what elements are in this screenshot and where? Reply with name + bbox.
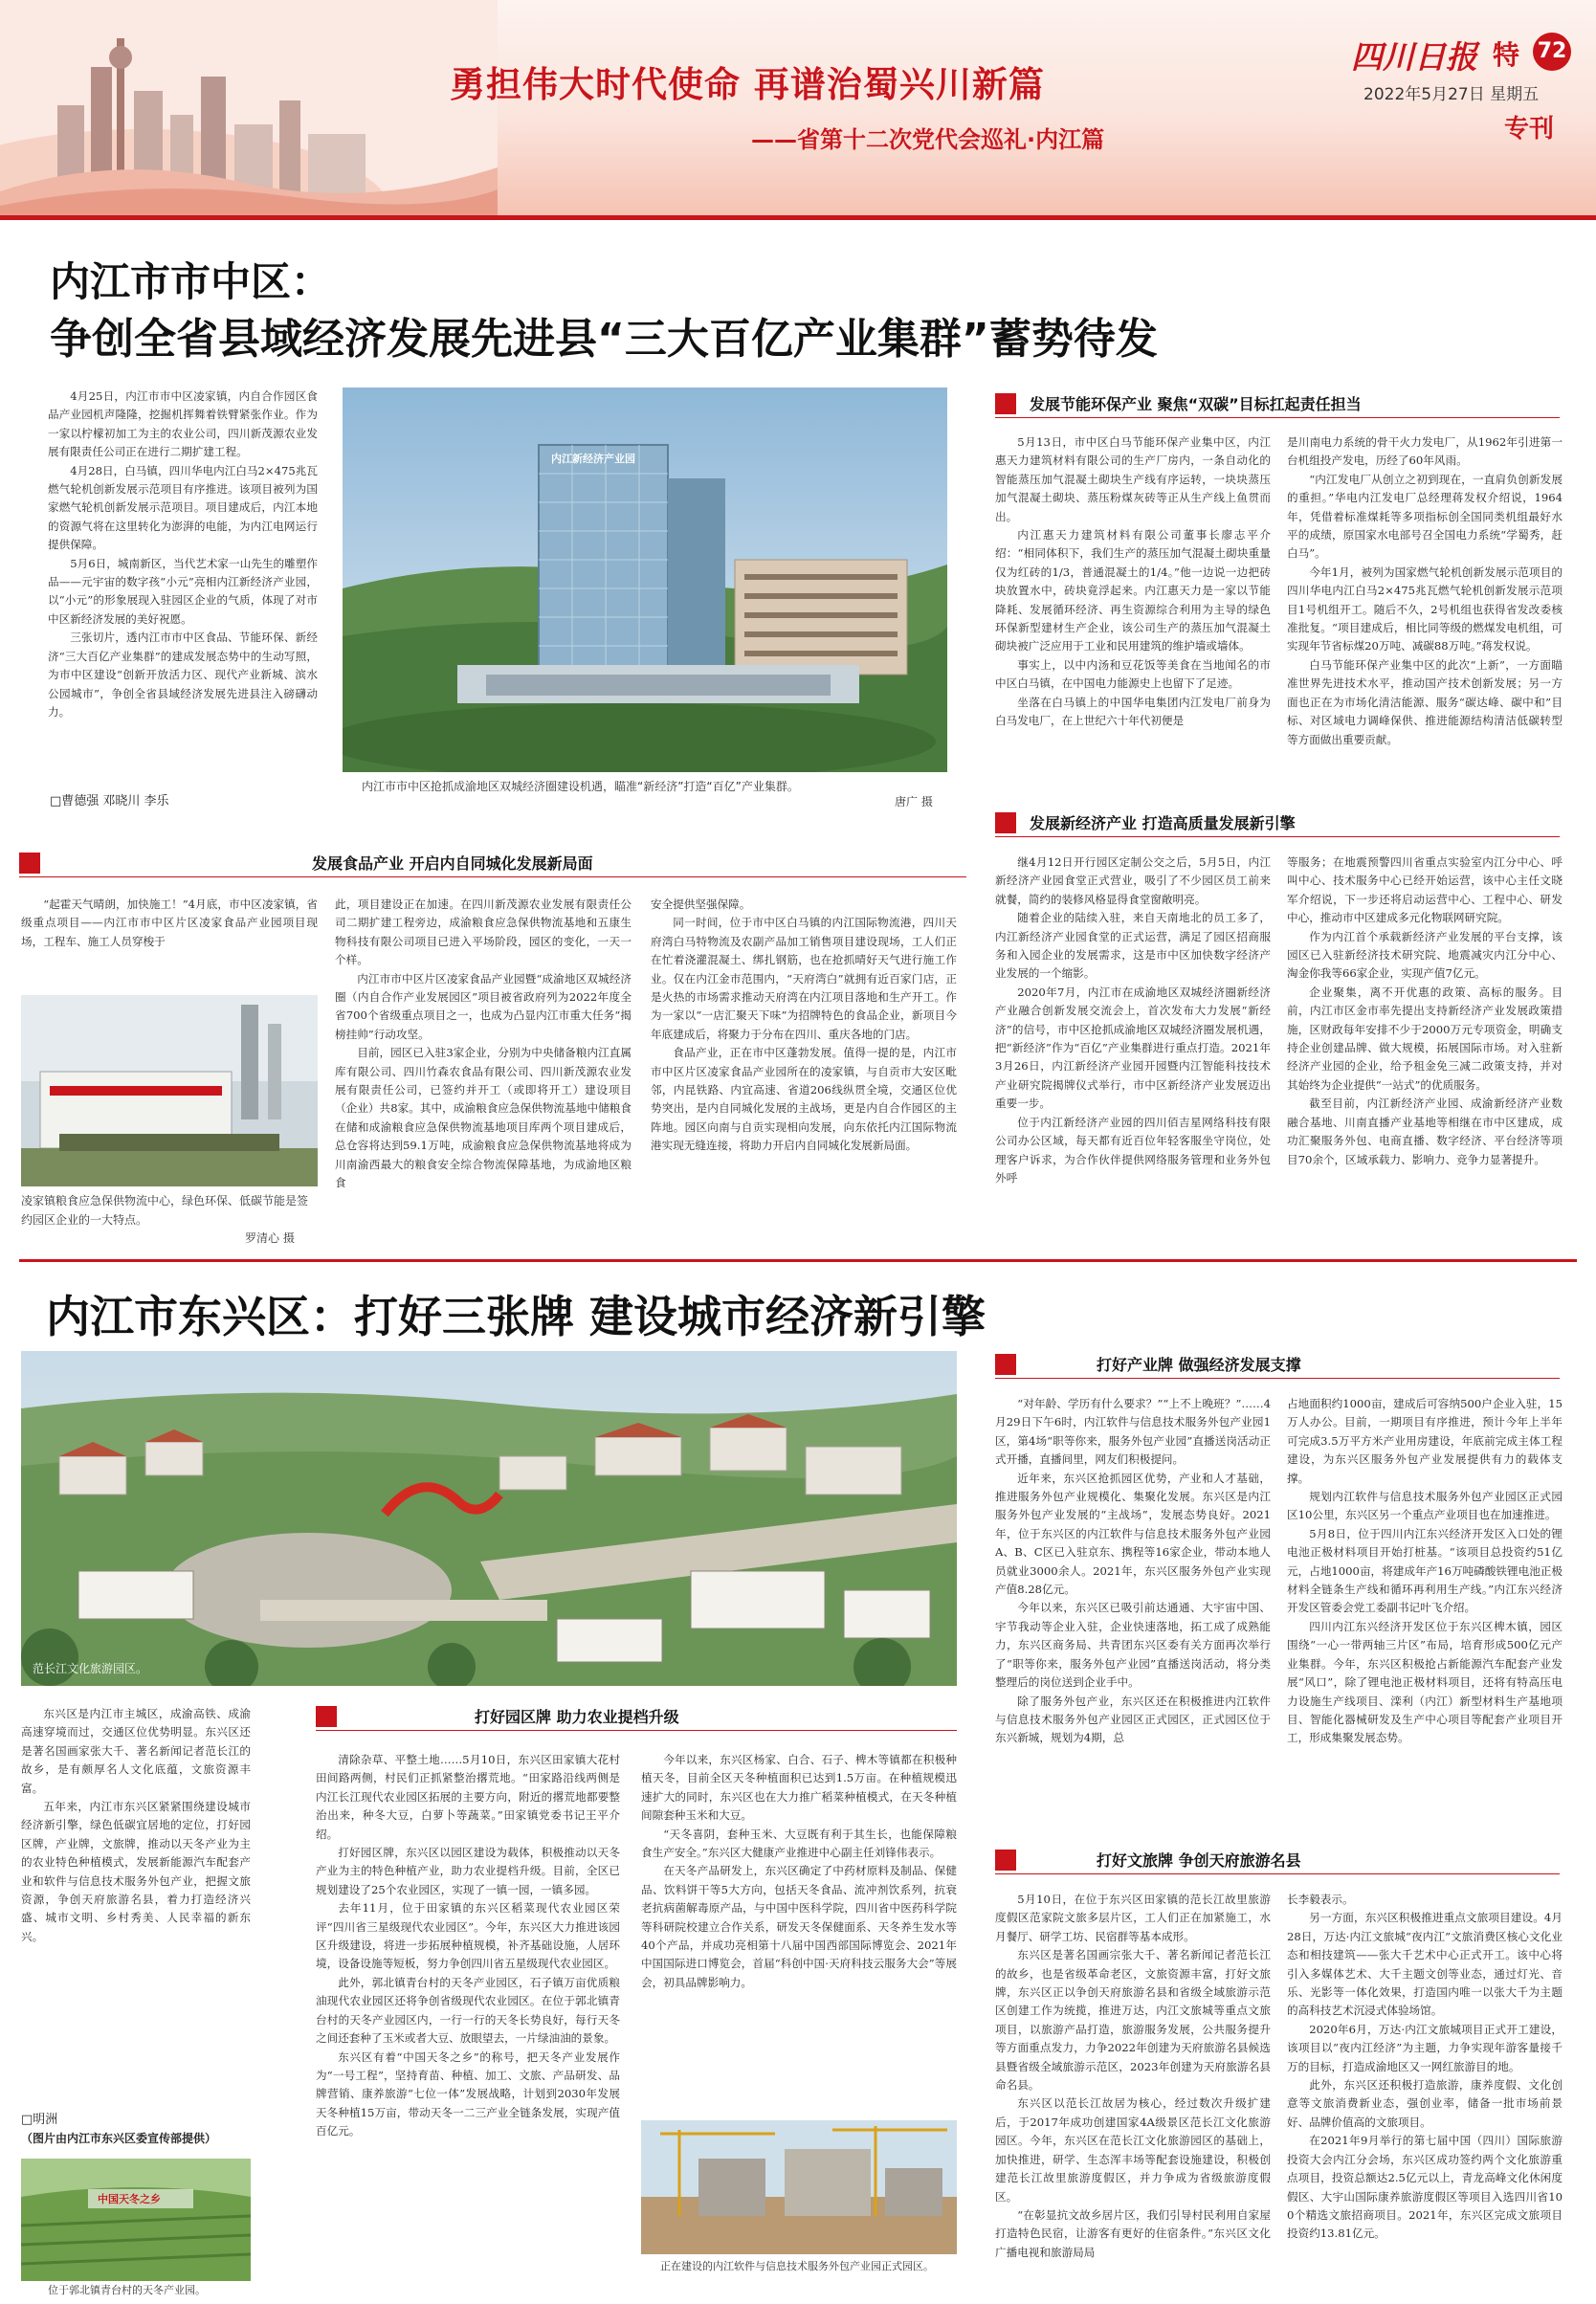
section-heading-industry xyxy=(995,1353,1560,1379)
section-heading-culture xyxy=(995,1849,1560,1874)
paragraph: 目前，园区已入驻3家企业，分别为中央储备粮内江直属库有限公司、四川竹森农食品有限公司、四川新茂源农业发展有限责任公司，已签约并开工（或即将开工）建设项目（企业）共8家。其中，成渝粮食应急保供物流基地中储粮食在储和成渝粮食应急保供物流基地项目库两个项目建成后，总仓容将达到59.1万吨，成渝粮食应急保供物流基地将成为川南渝西最大的粮食安全综合物流保障基地，为成渝地区粮食 xyxy=(335,1046,632,1190)
paragraph: 今年以来，东兴区已吸引前达通通、大宇宙中国、宇节我动等企业入驻，企业快速落地，拓工成了成熟能力，东兴区商务局、共青团东兴区委有关方面再次举行了“职等你来，服务外包产业园”直播送岗活动，将分类整理后的岗位送到企业手中。 xyxy=(995,1601,1271,1690)
photo-sign-text: 中国天冬之乡 xyxy=(98,2193,161,2205)
section-heading-new-economy xyxy=(995,811,1560,837)
lead-paragraph: 三张切片，透内江市市中区食品、节能环保、新经济“三大百亿产业集群”的建成发展态势中的生动写照，为市中区建设“创新开放活力区、现代产业新城、滨水公园城市”，争创全省县域经济发展先进县注入磅礴动力。 xyxy=(48,631,318,719)
paragraph: 清除杂草、平整土地……5月10日，东兴区田家镇大花村田间路两侧，村民们正抓紧整治撂荒地。“田家路沿线两侧是内江长江现代农业园区拓展的主要方向，附近的撂荒地都要整治出来，种冬大豆，白萝卜等蔬菜。”田家镇党委书记王平介绍。 xyxy=(316,1753,620,1841)
article1-headline-line2: 争创全省县域经济发展先进县“三大百亿产业集群”蓄势待发 xyxy=(50,315,1158,364)
section-title: 发展节能环保产业 聚焦“双碳”目标扛起责任担当 xyxy=(1030,395,1362,413)
paragraph: 安全提供坚强保障。 xyxy=(651,897,751,911)
paragraph: 东兴区有着“中国天冬之乡”的称号，把天冬产业发展作为“一号工程”，坚持育苗、种植、加工、文旅、产品研发、品牌营销、康养旅游“七位一体”发展战略，计划到2030年发展天冬种植15万亩，带动天冬一二三产业全链条发展，实现产值百亿元。 xyxy=(316,2049,620,2138)
paragraph: “在彰显抗文故乡居片区，我们引导村民利用自家屋打造特色民宿，让游客有更好的住宿条件。”东兴区文化广播电视和旅游局局 xyxy=(995,2207,1271,2259)
paragraph: 在天冬产品研发上，东兴区确定了中药材原料及制品、保健品、饮料饼干等5大方向，包括天冬食品、流冲剂饮系列，抗衰老抗病菌解毒原产品，与中国中医科学院，四川省中医药科学院等科研院校建立合作关系，研发天冬保健面系、天冬养生发水等40个产品，并成功亮相第十八届中国西部国际博览会、2021年中国国际进口博览会，首届“科创中国·天府科技云服务大会”等展会，初具品牌影响力。 xyxy=(641,1864,957,1989)
paragraph: 作为内江首个承载新经济产业发展的平台支撑，该园区已入驻新经济技术研究院、地震减灾内江分中心、淘金你我等66家企业，实现产值7亿元。 xyxy=(1287,929,1563,981)
city-skyline-illustration xyxy=(0,0,498,215)
paragraph: 位于内江新经济产业园的四川佰吉星网络科技有限公司办公区域，每天都有近百位年轻客服坐守岗位，处理客户诉求，为合作伙伴提供网络服务管理和业务外包外呼 xyxy=(995,1115,1271,1185)
section-heading-eco xyxy=(995,392,1560,418)
paragraph: 继4月12日开行园区定制公交之后，5月5日，内江新经济产业园食堂正式营业，吸引了不少园区员工前来就餐，简约的装修风格显得食堂窗敞明亮。 xyxy=(995,855,1271,906)
paragraph: 占地面积约1000亩，建成后可容纳500户企业入驻，15万人办公。目前，一期项目有序推进，预计今年上半年可完成3.5万平方米产业用房建设，年底前完成主体工程建设，为东兴区服务外包产业发展提供有力的载体支撑。 xyxy=(1287,1397,1563,1485)
paragraph: 随着企业的陆续入驻，来自天南地北的员工多了，内江新经济产业园食堂的正式运营，满足了园区招商服务和入园企业的发展需求，这是市中区加快数字经济产业发展的一个缩影。 xyxy=(995,911,1271,981)
tiandong-park-photo xyxy=(21,2159,251,2281)
paragraph: 白马节能环保产业集中区的此次“上新”，一方面瞄准世界先进技术水平，推动国产技术创新发展；另一方面也正在为市场化清洁能源、服务“碳达峰、碳中和”目标、对区域电力调峰保供、推进能源结构清洁低碳转型等方面做出重要贡献。 xyxy=(1287,657,1563,746)
section-title: 发展食品产业 开启内自同城化发展新局面 xyxy=(312,854,593,873)
culture-col2 xyxy=(1287,1891,1563,2293)
construction-site-photo xyxy=(641,2120,957,2254)
paragraph: 东兴区是著名国画宗张大千、著名新闻记者范长江的故乡，也是省级革命老区，文旅资源丰富，打好文旅牌，东兴区正以争创天府旅游名县和省级全域旅游示范区创建工作为统揽，推进万达，内江文旅城等重点文旅项目，以旅游产品打造，旅游服务发展，公共服务提升等方面重点发力，力争2022年创建为天府旅游名县候选县暨省级全域旅游示范区，2023年创建为天府旅游名县命名县。 xyxy=(995,1948,1271,2093)
paragraph: 截至目前，内江新经济产业园、成渝新经济产业数融合基地、川南直播产业基地等相继在市中区建成，成功汇聚服务外包、电商直播、数字经济、平台经济等项目70余个，区域承载力、影响力、竞争力显著提升。 xyxy=(1287,1097,1563,1166)
paragraph: 企业聚集，离不开优惠的政策、高标的服务。目前，内江市区金市率先提出支持新经济产业发展政策措施，区财政每年安排不少于2000万元专项资金，明确支持企业创建品牌、做大规模，拓展国际市场。对入驻新经济产业园的企业，给予租金免三减二政策支持，并对其始终为企业提供“一站式”的优质服务。 xyxy=(1287,985,1563,1092)
paragraph: “天冬喜阴，套种玉米、大豆既有利于其生长，也能保障粮食生产安全。”东兴区大健康产业推进中心副主任刘锋伟表示。 xyxy=(641,1827,957,1860)
paragraph: 2020年6月，万达·内江文旅城项目正式开工建设，该项目以“夜内江经济”为主题，力争实现年游客量接千万的目标，打造成渝地区又一网红旅游目的地。 xyxy=(1287,2022,1563,2073)
food-park-photo xyxy=(21,995,318,1186)
tiandong-photo-caption: 位于郭北镇青台村的天冬产业园。 xyxy=(48,2284,206,2296)
paragraph: 事实上，以中内汤和豆花饭等美食在当地闻名的市中区白马镇，在中国电力能源史上也留下了足迹。 xyxy=(995,657,1271,691)
photo-source-note: （图片由内江市东兴区委宣传部提供） xyxy=(21,2132,217,2145)
edition-label: 专刊 xyxy=(1504,115,1555,144)
lead-paragraph: 4月28日，白马镇，四川华电内江白马2×475兆瓦燃气轮机创新发展示范项目有序推进。该项目被列为国家燃气轮机创新发展示范项目。项目建成后，内江本地的资源气将在这里转化为澎湃的电能，为内江电网运行提供保障。 xyxy=(48,463,318,552)
section-title: 打好产业牌 做强经济发展支撑 xyxy=(1097,1356,1301,1374)
lead-paragraph: 5月6日，城南新区，当代艺术家一山先生的雕塑作品——元宇宙的数字孩“小元”亮相内江新经济产业园，以“小元”的形象展现入驻园区企业的气质，体现了对市中区新经济发展的美好祝愿。 xyxy=(48,556,318,626)
software-park-photo xyxy=(641,2120,957,2254)
paragraph: 食品产业，正在市中区蓬勃发展。值得一提的是，内江市市中区片区凌家食品产业园所在的凌家镇，与自贡市大安区毗邻，内昆铁路、内宜高速、省道206线纵贯全境，交通区位优势突出，是内自同城化发展的主战场，更是内自合作园区的主阵地。园区向南与自贡实现相向发展，向东依托内江国际物流港实现无缝连接，将助力开启内自同城化发展新局面。 xyxy=(651,1046,957,1153)
paragraph: 等服务；在地震预警四川省重点实验室内江分中心、呼叫中心、技术服务中心已经开始运营，该中心主任文晓军介绍说，下一步还将启动运营中心、工程中心、研发中心，推动市中区建成多元化物联网研究院。 xyxy=(1287,855,1563,925)
banner-subtitle: ——省第十二次党代会巡礼·内江篇 xyxy=(751,126,1105,153)
section-title: 打好园区牌 助力农业提档升级 xyxy=(475,1708,679,1726)
newspaper-name: 四川日报 xyxy=(1351,38,1477,76)
section-heading-park xyxy=(316,1705,957,1731)
paragraph: 长李毅表示。 xyxy=(1287,1893,1354,1906)
article2-headline: 内江市东兴区：打好三张牌 建设城市经济新引擎 xyxy=(46,1291,986,1342)
building-sign: 内江新经济产业园 xyxy=(551,453,635,465)
heading-marker-icon xyxy=(995,1354,1016,1375)
paragraph: 东兴区以范长江故居为核心，经过数次升级扩建后，于2017年成功创建国家4A级景区范长江文化旅游园区。今年，东兴区在范长江文化旅游园区的基础上，加快推进，研学、生态浑丰场等配套设施建设，积极创建范长江故里旅游度假区，并力争成为省级旅游度假区。 xyxy=(995,2096,1271,2204)
paragraph: 规划内江软件与信息技术服务外包产业园区正式园区10公里，东兴区另一个重点产业项目也在加速推进。 xyxy=(1287,1490,1563,1522)
paragraph: 内江市市中区片区凌家食品产业园暨“成渝地区双城经济圈（内自合作产业发展园区”项目被省政府列为2022年度全省700个省级重点项目之一，也成为凸显内江市重大任务“揭榜挂帅”行动攻坚。 xyxy=(335,971,632,1041)
paragraph: 是川南电力系统的骨干火力发电厂，从1962年引进第一台机组投产发电，历经了60年风雨。 xyxy=(1287,435,1563,468)
eco-col1 xyxy=(995,433,1271,795)
paragraph: 坐落在白马镇上的中国华电集团内江发电厂前身为白马发电厂，在上世纪六十年代初便是 xyxy=(995,695,1271,728)
paragraph: 今年以来，东兴区杨家、白合、石子、椑木等镇都在积极种植天冬，目前全区天冬种植面积已达到1.5万亩。在种植规模迅速扩大的同时，东兴区也在大力推广稻菜种植模式，在天冬种植间隙套种玉米和大豆。 xyxy=(641,1753,957,1823)
paragraph: 此外，郭北镇青台村的天冬产业园区，石子镇万亩优质粮油现代农业园区还将争创省级现代农业园区。在位于郭北镇青台村的天冬产业园区内，一行一行的天冬长势良好，每行天冬之间还套种了玉米或者大豆、放眼望去，一片绿油油的景象。 xyxy=(316,1975,620,2046)
paragraph: 四川内江东兴经济开发区位于东兴区椑木镇，园区围绕“一心一带两轴三片区”布局，培育形成500亿元产业集群。今年，东兴区积极抢占新能源汽车配套产业发展“风口”，除了锂电池正极材料项目，还将有特高压电力设施生产线项目、滦利（内江）新型材料生产基地项目、智能化器械研发及生产中心项目等配套产业项目开工，形成集聚发展态势。 xyxy=(1287,1619,1563,1745)
section-heading-food xyxy=(19,852,966,877)
eco-col2 xyxy=(1287,433,1563,795)
park-col2 xyxy=(641,1751,957,2115)
section-title: 打好文旅牌 争创天府旅游名县 xyxy=(1097,1851,1301,1870)
issue-date: 2022年5月27日 星期五 xyxy=(1363,85,1540,104)
heading-marker-icon xyxy=(995,1850,1016,1871)
paragraph: 5月10日，在位于东兴区田家镇的范长江故里旅游度假区范家院文旅多层片区，工人们正在加紧施工，水月餐厅、研学工坊、民宿群等基本成形。 xyxy=(995,1893,1271,1943)
food-photo-credit: 罗清心 摄 xyxy=(245,1231,295,1245)
paragraph: 除了服务外包产业，东兴区还在积极推进内江软件与信息技术服务外包产业园区正式园区，正式园区位于东兴新城，规划为4期，总 xyxy=(995,1694,1271,1745)
masthead-banner xyxy=(0,0,1596,215)
paragraph: “起霍天气晴朗，加快施工！”4月底，市中区凌家镇，省级重点项目——内江市市中区片区凌家食品产业园项目现场，工程车、施工人员穿梭于 xyxy=(21,897,318,948)
article-divider xyxy=(19,1259,1577,1262)
grain-depot-photo xyxy=(21,995,318,1186)
new-economy-col2 xyxy=(1287,853,1563,1236)
article2-lead xyxy=(21,1705,251,2126)
park-col1 xyxy=(316,1751,620,2296)
paragraph: 5月8日，位于四川内江东兴经济开发区入口处的锂电池正极材料项目开始打桩基。“该项目总投资约51亿元，占地1000亩，将建成年产16万吨磷酸铁锂电池正极材料全链条生产线和循环再利用生产线。”内江东兴经济开发区管委会党工委副书记叶飞介绍。 xyxy=(1287,1526,1563,1615)
section-title: 发展新经济产业 打造高质量发展新引擎 xyxy=(1030,814,1296,832)
culture-tourism-park-photo xyxy=(21,1351,957,1686)
food-photo-caption: 凌家镇粮食应急保供物流中心，绿色环保、低碳节能是签约园区企业的一大特点。 xyxy=(21,1194,309,1227)
industry-col2 xyxy=(1287,1395,1563,1835)
banner-title: 勇担伟大时代使命 再谱治蜀兴川新篇 xyxy=(450,64,1045,105)
paragraph: 打好园区牌，东兴区以园区建设为载体，积极推动以天冬产业为主的特色种植产业，助力农业提档升级。目前，全区已规划建设了25个农业园区，实现了一镇一园，一镇多园。 xyxy=(316,1846,620,1896)
article1-byline: □曹德强 邓晓川 李乐 xyxy=(50,794,169,809)
food-col2 xyxy=(335,896,632,1245)
heading-marker-icon xyxy=(19,853,40,874)
paragraph: 5月13日，市中区白马节能环保产业集中区，内江惠天力建筑材料有限公司的生产厂房内，一条自动化的智能蒸压加气混凝土砌块生产线有序运转，一块块蒸压加气混凝土砌块、蒸压粉煤灰砖等正从生产线上鱼贯而出。 xyxy=(995,435,1271,523)
lead-paragraph: 五年来，内江市东兴区紧紧围绕建设城市经济新引擎，绿色低碳宜居地的定位，打好园区牌，产业牌，文旅牌，推动以天冬产业为主的农业特色种植模式，发展新能源汽车配套产业和软件与信息技术服务外包产业，把握文旅资源，争创天府旅游名县，着力打造经济兴盛、城市文明、乡村秀美、人民幸福的新东兴。 xyxy=(21,1800,251,1943)
paragraph: 在2021年9月举行的第七届中国（四川）国际旅游投资大会内江分会场，东兴区成功签约两个文化旅游重点项目，投资总额达2.5亿元以上，青龙高峰文化休闲度假区、大宇山国际康养旅游度假区等项目入选四川省100个精选文旅招商项目。2021年，东兴区完成文旅项目投资约13.81亿元。 xyxy=(1287,2134,1563,2241)
heading-marker-icon xyxy=(995,393,1016,414)
food-col3 xyxy=(651,896,957,1245)
industry-col1 xyxy=(995,1395,1271,1835)
paragraph: 此外，东兴区还积极打造旅游，康养度假、文化创意等文旅消费新业态，强创业率，储备一批市场前景好、品牌价值高的文旅项目。 xyxy=(1287,2078,1563,2129)
paragraph: 2020年7月，内江市在成渝地区双城经济圈新经济产业融合创新发展交流会上，首次发布大力发展“新经济”的信号，市中区抢抓成渝地区双城经济圈发展机遇，把“新经济”作为“百亿”产业集群进行重点打造。2021年3月26日，内江新经济产业园开园暨内江智能科技技术产业研究院揭牌仪式举行，市中区新经济产业发展迈出重要一步。 xyxy=(995,985,1271,1111)
industrial-park-photo xyxy=(343,388,947,772)
paragraph: 另一方面，东兴区积极推进重点文旅项目建设。4月28日，万达·内江文旅城“夜内江”文旅消费区核心文化业态和相技建筑——张大千艺术中心正式开工。该中心将引入多媒体艺术、大千主题文创等业态，通过灯光、音乐、光影等一体化效果，打造国内唯一以张大千为主题的高科技艺术沉浸式体验场馆。 xyxy=(1287,1911,1563,2018)
article1-photo-caption: 内江市市中区抢抓成渝地区双城经济圈建设机遇，瞄准“新经济”打造“百亿”产业集群。 xyxy=(362,780,799,793)
software-park-caption: 正在建设的内江软件与信息技术服务外包产业园正式园区。 xyxy=(660,2260,934,2272)
paragraph: 去年11月，位于田家镇的东兴区稻菜现代农业园区荣评“四川省三星级现代农业园区”。今年，东兴区大力推进该园区升级建设，将进一步拓展种植规模，补齐基础设施，人居环境，设备设施等短板，努力争创四川省五星级现代农业园区。 xyxy=(316,1901,620,1971)
paragraph: 内江惠天力建筑材料有限公司董事长廖志平介绍：“相同体积下，我们生产的蒸压加气混凝土砌块重量仅为红砖的1/3，普通混凝土的1/4。”他一边说一边把砖块放置水中，砖块竟浮起来。内江惠天力是一家以节能降耗、发展循环经济、再生资源综合利用为主导的绿色环保新型建材生产企业，该公司生产的蒸压加气混凝土砌块被广泛应用于工业和民用建筑的维护墙或墙体。 xyxy=(995,528,1271,654)
new-economy-col1 xyxy=(995,853,1271,1236)
paragraph: “对年龄、学历有什么要求？”“上不上晚班？”……4月29日下午6时，内江软件与信息技术服务外包产业园1区，第4场“职等你来，服务外包产业园”直播送岗活动正式开播，直播间里，网友们积极提问。 xyxy=(995,1397,1271,1467)
special-label: 特 xyxy=(1493,39,1520,71)
lead-paragraph: 东兴区是内江市主城区，成渝高铁、成渝高速穿境而过，交通区位优势明显。东兴区还是著名国画家张大千、著名新闻记者范长江的故乡，是有颇厚名人文化底蕴，文旅资源丰富。 xyxy=(21,1707,251,1795)
paragraph: 此，项目建设正在加速。在四川新茂源农业发展有限责任公司二期扩建工程旁边，成渝粮食应急保供物流基地和五康生物科技有限公司项目已进入平场阶段，园区的变化，一天一个样。 xyxy=(335,897,632,967)
paragraph: 同一时间，位于市中区白马镇的内江国际物流港，四川天府湾白马特物流及农副产品加工销售项目建设现场，工人们正在忙着浇灌混凝土、绑扎钢筋，也在抢抓晴好天气进行施工作业。仅在内江金市范围内，“天府湾白”就拥有近百家门店，正是火热的市场需求推动天府湾在内江项目落地和生产开工。作为一家以“一店汇聚天下味”为招牌特色的食品企业，新项目今年底建成后，将聚力于分布在四川、重庆各地的门店。 xyxy=(651,916,957,1041)
article1-headline-line1: 内江市市中区： xyxy=(50,258,332,305)
masthead-divider xyxy=(0,215,1596,220)
paragraph: “内江发电厂从创立之初到现在，一直肩负创新发展的重担。”华电内江发电厂总经理蒋发权介绍说，1964年，凭借着标准煤耗等多项指标创全国同类机组最好水平的成绩，原国家水电部号召全国电力系统“学蜀秀，赶白马”。 xyxy=(1287,472,1563,561)
food-col1 xyxy=(21,896,318,987)
paragraph: 今年1月，被列为国家燃气轮机创新发展示范项目的四川华电内江白马2×475兆瓦燃气轮机创新发展示范项目1号机组开工。随后不久，2号机组也获得省发改委核准批复。“项目建成后，相比同等级的燃煤发电机组，可实现年节省标煤20万吨、减碳88万吨。”蒋发权说。 xyxy=(1287,565,1563,654)
culture-col1 xyxy=(995,1891,1271,2293)
article1-main-photo xyxy=(343,388,947,772)
paragraph: 近年来，东兴区抢抓园区优势，产业和人才基础，推进服务外包产业规模化、集聚化发展。东兴区是内江服务外包产业发展的“主战场”，发展态势良好。2021年，位于东兴区的内江软件与信息技术服务外包产业园A、B、C区已入驻京东、携程等16家企业，带动本地人员就业3000余人。2021年，东兴区服务外包产业实现产值8.28亿元。 xyxy=(995,1471,1271,1597)
tiandong-field-photo xyxy=(21,2159,251,2281)
heading-marker-icon xyxy=(316,1706,337,1727)
lead-paragraph: 4月25日，内江市市中区凌家镇，内自合作园区食品产业园机声隆隆，挖掘机挥舞着铁臂紧张作业。作为一家以柠檬初加工为主的农业公司，四川新茂源农业发展有限责任公司正在进行二期扩建工程。 xyxy=(48,389,318,459)
article2-main-photo xyxy=(21,1351,957,1686)
article1-photo-credit: 唐广 摄 xyxy=(895,795,933,809)
heading-marker-icon xyxy=(995,812,1016,833)
page-number-badge: 72 xyxy=(1533,33,1571,71)
main-photo-caption: 范长江文化旅游园区。 xyxy=(33,1662,148,1675)
article2-byline: □明洲 xyxy=(21,2113,58,2127)
